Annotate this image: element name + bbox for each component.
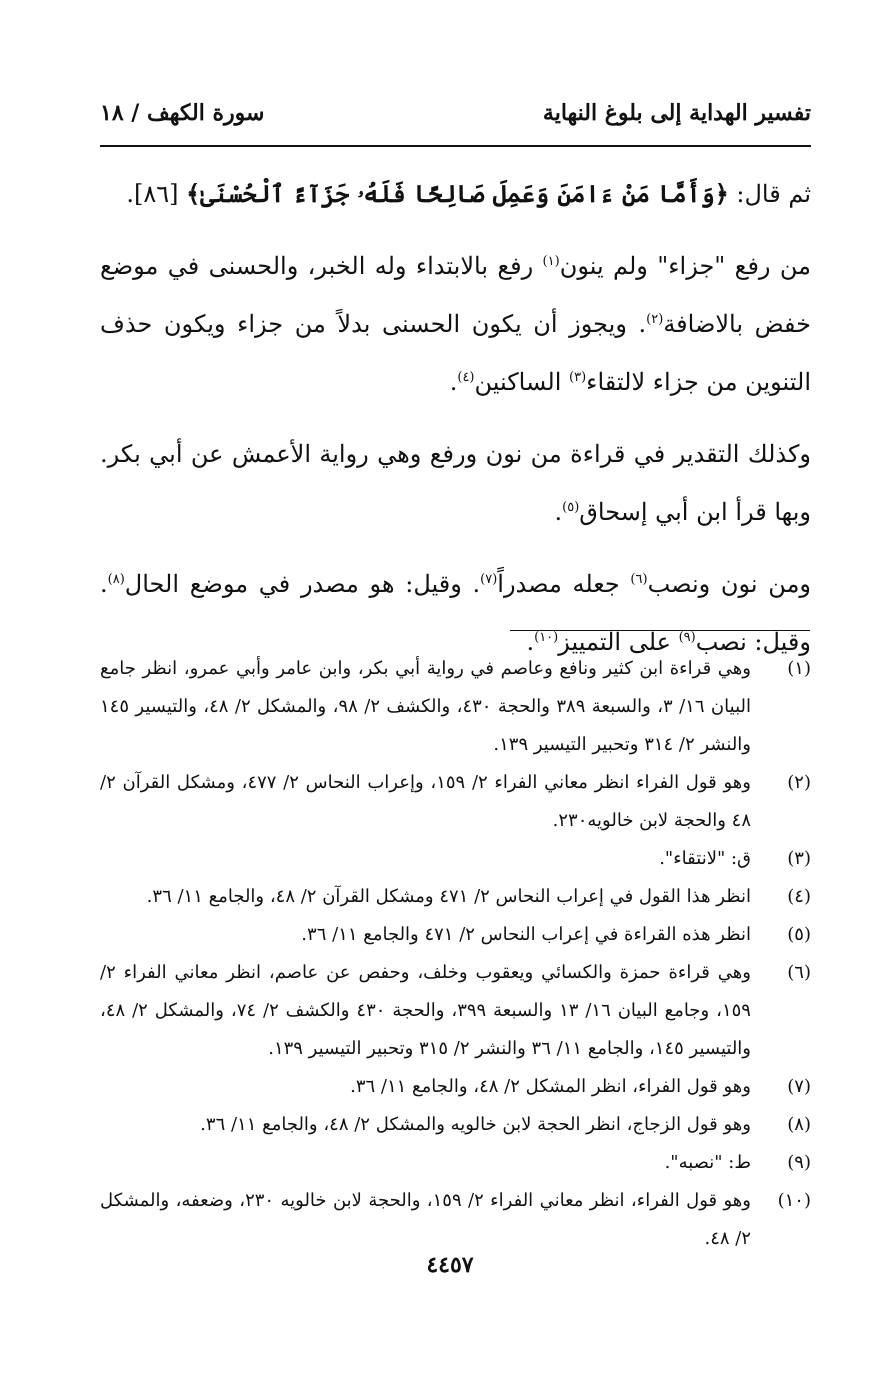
footnote-item xyxy=(100,650,811,764)
p3-text-a: وكذلك التقدير في قراءة من نون ورفع وهي رواية الأعمش عن أبي بكر. وبها قرأ ابن أبي إسحاق xyxy=(100,440,811,526)
footnotes xyxy=(100,650,811,1258)
paragraph-3 xyxy=(100,425,811,541)
p2-text-a: من رفع "جزاء" ولم ينون xyxy=(559,252,811,280)
p3-text-b: . xyxy=(554,498,563,526)
book-title: تفسير الهداية إلى بلوغ النهاية xyxy=(542,100,811,126)
footnote-number: (٧) xyxy=(787,1076,811,1097)
footnote-text: وهو قول الفراء، انظر المشكل ٢/ ٤٨، والجامع ١١/ ٣٦. xyxy=(350,1076,751,1097)
running-header xyxy=(100,98,811,134)
footnote-text: وهو قول الزجاج، انظر الحجة لابن خالويه والمشكل ٢/ ٤٨، والجامع ١١/ ٣٦. xyxy=(200,1114,751,1135)
footnote-item xyxy=(100,878,811,916)
footnote-separator xyxy=(510,630,810,631)
footnote-number: (٣) xyxy=(787,848,811,869)
footnote-item xyxy=(100,1144,811,1182)
footnote-text: وهي قراءة حمزة والكسائي ويعقوب وخلف، وحفص عن عاصم، انظر معاني الفراء ٢/ ١٥٩، وجامع البيان ١٦/ ١٣ والسبعة ٣٩٩، والحجة ٤٣٠ والكشف ٢/ ٧٤، والمشكل ٢/ ٤٨، والتيسير ١٤٥، والجامع ١١/ ٣٦ والنشر ٢/ ٣١٥ وتحبير التيسير ١٣٩. xyxy=(100,962,751,1059)
footnote-text: وهو قول الفراء انظر معاني الفراء ٢/ ١٥٩، وإعراب النحاس ٢/ ٤٧٧، ومشكل القرآن ٢/ ٤٨ والحجة لابن خالويه٢٣٠. xyxy=(100,772,751,831)
footnote-text: ط: "نصبه". xyxy=(664,1152,751,1173)
p4-text-d: . وقيل: نصب xyxy=(100,570,811,656)
footnote-number: (٤) xyxy=(787,886,811,907)
footnote-number: (٦) xyxy=(787,962,811,983)
p1-intro: ثم قال: xyxy=(736,180,811,208)
footnote-marker-9: (٩) xyxy=(678,630,696,645)
footnote-number: (٢) xyxy=(787,772,811,793)
footnote-text: انظر هذه القراءة في إعراب النحاس ٢/ ٤٧١ والجامع ١١/ ٣٦. xyxy=(301,924,751,945)
footnote-item xyxy=(100,840,811,878)
paragraph-1 xyxy=(100,165,811,223)
footnote-number: (٩) xyxy=(787,1152,811,1173)
p4-text-f: . xyxy=(526,628,535,656)
footnote-text: ق: "لانتقاء". xyxy=(659,848,751,869)
p4-text-e: على التمييز xyxy=(558,628,679,656)
footnote-number: (١) xyxy=(787,658,811,679)
footnote-item xyxy=(100,764,811,840)
footnote-text: وهو قول الفراء، انظر معاني الفراء ٢/ ١٥٩، والحجة لابن خالويه ٢٣٠، وضعفه، والمشكل ٢/ ٤٨. xyxy=(100,1190,751,1249)
p2-text-e: . xyxy=(449,368,458,396)
footnote-item xyxy=(100,1106,811,1144)
footnote-text: وهي قراءة ابن كثير ونافع وعاصم في رواية أبي بكر، وابن عامر وأبي عمرو، انظر جامع البيان ١٦/ ٣، والسبعة ٣٨٩ والحجة ٤٣٠، والكشف ٢/ ٩٨، والمشكل ٢/ ٤٨، والتيسير ١٤٥ والنشر ٢/ ٣١٤ وتحبير التيسير ١٣٩. xyxy=(100,658,751,755)
p2-text-b: رفع بالابتداء وله الخبر، والحسنى في موضع خفض بالاضافة xyxy=(100,252,812,338)
footnote-text: انظر هذا القول في إعراب النحاس ٢/ ٤٧١ ومشكل القرآن ٢/ ٤٨، والجامع ١١/ ٣٦. xyxy=(146,886,751,907)
p2-text-c: . ويجوز أن يكون الحسنى بدلاً من جزاء ويكون حذف التنوين من جزاء لالتقاء xyxy=(100,310,811,396)
footnote-number: (١٠) xyxy=(777,1190,811,1211)
footnote-marker-8: (٨) xyxy=(107,572,125,587)
footnote-number: (٨) xyxy=(787,1114,811,1135)
footnote-marker-10: (١٠) xyxy=(534,630,559,645)
footnote-marker-6: (٦) xyxy=(630,572,648,587)
main-text xyxy=(100,165,811,685)
footnote-marker-4: (٤) xyxy=(457,370,475,385)
page-number: ٤٤٥٧ xyxy=(426,1252,474,1278)
footnote-marker-2: (٢) xyxy=(646,312,664,327)
footnote-marker-1: (١) xyxy=(542,254,560,269)
footnote-item xyxy=(100,1068,811,1106)
p4-text-a: ومن نون ونصب xyxy=(647,570,812,598)
footnote-item xyxy=(100,1182,811,1258)
footnote-item xyxy=(100,916,811,954)
header-rule xyxy=(100,145,811,147)
footnote-marker-5: (٥) xyxy=(562,500,580,515)
footnote-item xyxy=(100,954,811,1068)
p2-text-d: الساكنين xyxy=(474,368,570,396)
quran-verse: ﴿وَأَمَّا مَنْ ءَامَنَ وَعَمِلَ صَالِحًا فَلَهُۥ جَزَآءً ٱلْحُسْنَىٰ﴾ xyxy=(186,179,729,208)
footnote-number: (٥) xyxy=(787,924,811,945)
p4-text-b: جعله مصدراً xyxy=(497,570,631,598)
paragraph-2 xyxy=(100,237,811,411)
footnote-marker-7: (٧) xyxy=(480,572,498,587)
footnote-marker-3: (٣) xyxy=(569,370,587,385)
surah-label: سورة الكهف / ١٨ xyxy=(100,100,265,126)
verse-reference: [٨٦]. xyxy=(126,180,179,208)
p4-text-c: . وقيل: هو مصدر في موضع الحال xyxy=(124,570,481,598)
